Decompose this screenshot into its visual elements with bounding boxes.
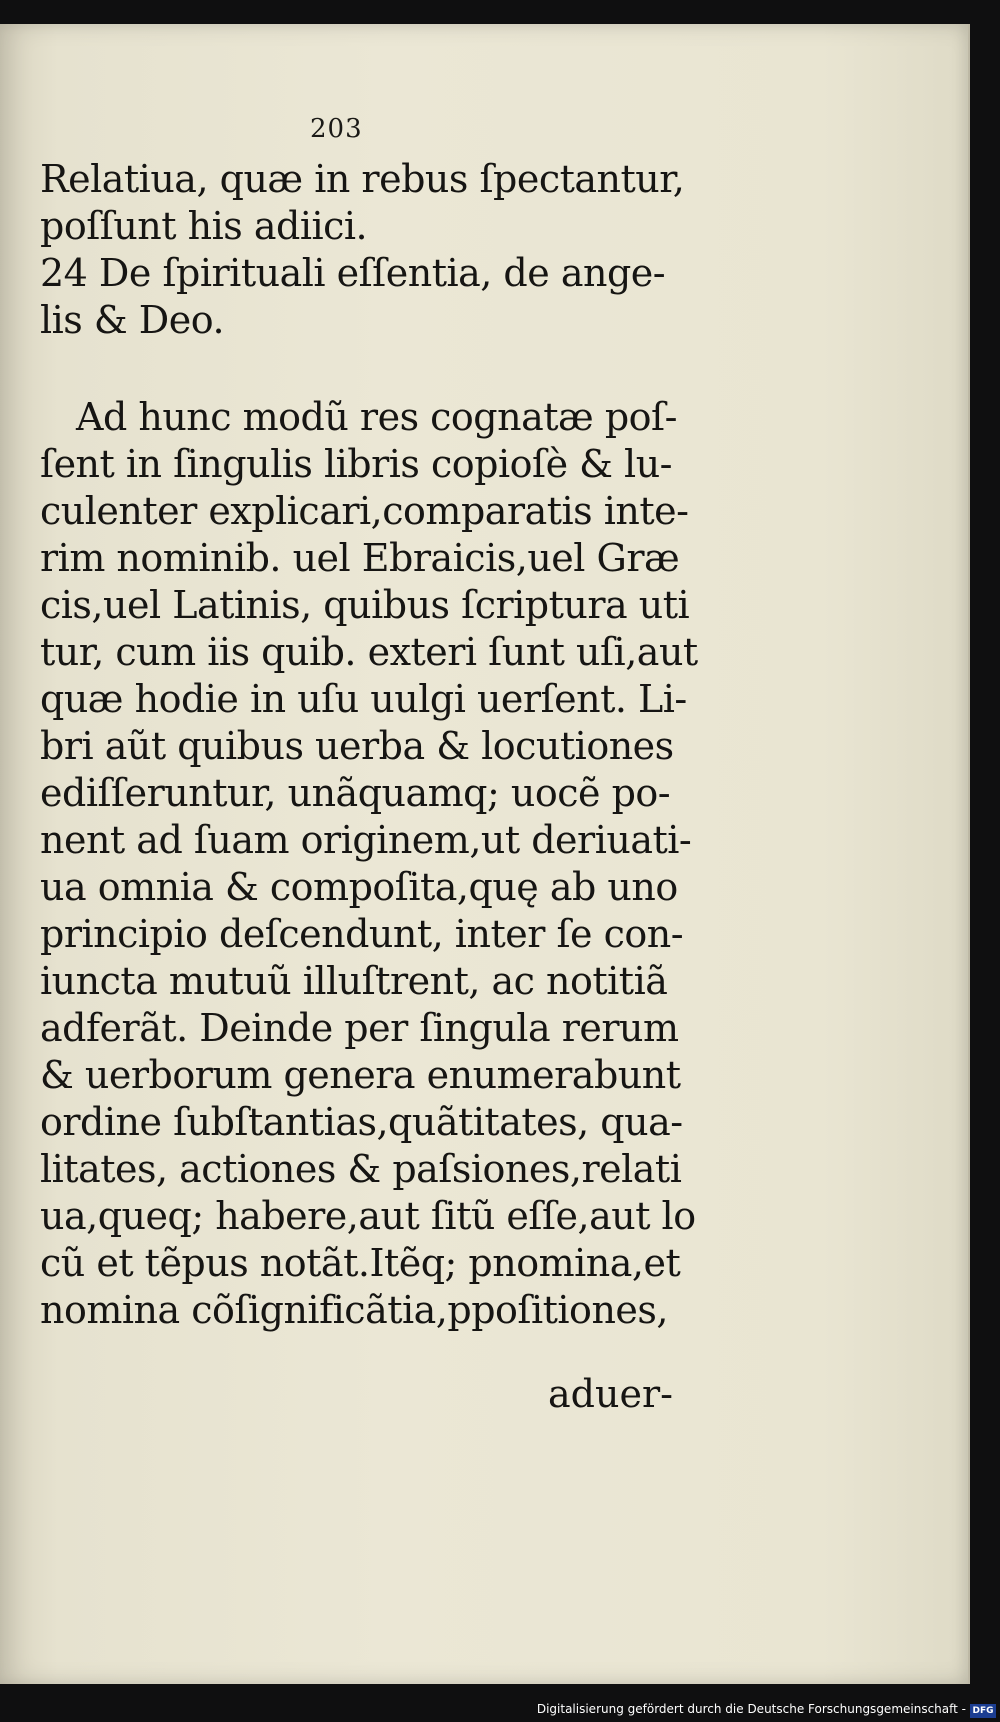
text-line: & uerborum genera enumerabunt — [40, 1053, 681, 1097]
text-line: rim nominib. uel Ebraicis,uel Græ — [40, 536, 680, 580]
text-line: Relatiua, quæ in rebus ſpectantur, — [40, 157, 685, 201]
text-line: ediſſeruntur, unãquamq; uocẽ po- — [40, 771, 671, 815]
book-page — [0, 24, 970, 1684]
list-block — [40, 156, 685, 344]
dfg-logo: DFG — [970, 1704, 996, 1718]
page-number: 203 — [310, 114, 363, 144]
text-line: poſſunt his adiici. — [40, 204, 368, 248]
text-line: cis,uel Latinis, quibus ſcriptura uti — [40, 583, 690, 627]
text-line: adferãt. Deinde per ſingula rerum — [40, 1006, 679, 1050]
text-line: principio deſcendunt, inter ſe con- — [40, 912, 684, 956]
text-line: tur, cum iis quib. exteri ſunt uſi,aut — [40, 630, 698, 674]
text-line: quæ hodie in uſu uulgi uerſent. Li- — [40, 677, 687, 721]
text-line: ordine ſubſtantias,quãtitates, qua- — [40, 1100, 683, 1144]
text-line: ſent in ſingulis libris copioſè & lu- — [40, 442, 673, 486]
text-line: iuncta mutuũ illuſtrent, ac notitiã — [40, 959, 668, 1003]
text-line: ua,queq; habere,aut ſitũ eſſe,aut lo — [40, 1194, 696, 1238]
text-line: litates, actiones & paſsiones,relati — [40, 1147, 682, 1191]
text-line: ua omnia & compoſita,quę ab uno — [40, 865, 678, 909]
footer-bar — [0, 1684, 1000, 1722]
text-line: Ad hunc modũ res cognatæ poſ- — [76, 395, 677, 439]
text-line: cũ et tẽpus notãt.Itẽq; pnomina,et — [40, 1241, 681, 1285]
funding-credit: Digitalisierung gefördert durch die Deutsche Forschungsgemeinschaft - — [536, 1702, 966, 1716]
text-line: lis & Deo. — [40, 298, 225, 342]
catchword: aduer- — [548, 1372, 673, 1416]
text-line: nomina cõſignificãtia,ppoſitiones, — [40, 1288, 668, 1332]
text-line: nent ad ſuam originem,ut deriuati- — [40, 818, 692, 862]
text-line: culenter explicari,comparatis inte- — [40, 489, 689, 533]
text-line: bri aũt quibus uerba & locutiones — [40, 724, 674, 768]
text-line: 24 De ſpirituali eſſentia, de ange- — [40, 251, 666, 295]
main-paragraph — [40, 394, 698, 1334]
